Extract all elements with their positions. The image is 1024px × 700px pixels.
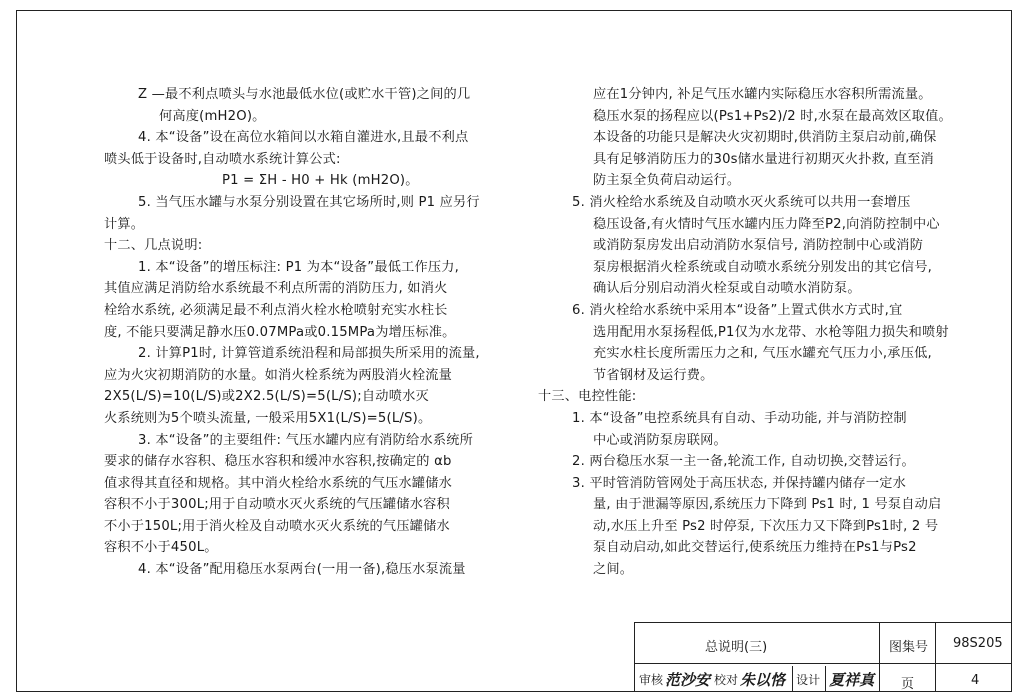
title-block-divider bbox=[635, 663, 1012, 664]
text-line: 3. 本“设备”的主要组件: 气压水罐内应有消防给水系统所 bbox=[138, 432, 473, 448]
text-line: 2. 两台稳压水泵一主一备,轮流工作, 自动切换,交替运行。 bbox=[572, 454, 915, 470]
text-line: 计算。 bbox=[104, 216, 145, 232]
text-line: 1. 本“设备”电控系统具有自动、手动功能, 并与消防控制 bbox=[572, 410, 907, 426]
text-line: 充实水柱长度所需压力之和, 气压水罐充气压力小,承压低, bbox=[593, 346, 932, 362]
text-line: 应在1分钟内, 补足气压水罐内实际稳压水容积所需流量。 bbox=[593, 87, 932, 102]
text-line: 动,水压上升至 Ps2 时停泵, 下次压力又下降到Ps1时, 2 号 bbox=[593, 518, 939, 534]
text-line: 确认后分别启动消火栓泵或自动喷水消防泵。 bbox=[593, 281, 861, 297]
check-label: 校对 bbox=[714, 672, 739, 687]
text-line: 6. 消火栓给水系统中采用本“设备”上置式供水方式时,宜 bbox=[572, 302, 903, 318]
atlas-number-label: 图集号 bbox=[889, 640, 929, 655]
right-column-text bbox=[538, 84, 952, 581]
signature-divider bbox=[825, 666, 826, 692]
text-line: 容积不小于300L;用于自动喷水灭火系统的气压罐储水容积 bbox=[104, 497, 450, 513]
text-line: 具有足够消防压力的30s储水量进行初期灭火扑救, 直至消 bbox=[593, 151, 934, 167]
text-line: 其值应满足消防给水系统最不利点所需的消防压力, 如消火 bbox=[104, 281, 448, 297]
text-line: 稳压水泵的扬程应以(Ps1+Ps2)/2 时,水泵在最高效区取值。 bbox=[593, 108, 952, 124]
text-line: 火系统则为5个喷头流量, 一般采用5X1(L/S)=5(L/S)。 bbox=[104, 410, 432, 426]
text-line: 本设备的功能只是解决火灾初期时,供消防主泵启动前,确保 bbox=[593, 130, 937, 146]
left-column-text bbox=[104, 84, 480, 581]
title-block-divider bbox=[879, 623, 880, 692]
text-line: 度, 不能只要满足静水压0.07MPa或0.15MPa为增压标准。 bbox=[104, 324, 456, 340]
design-label: 设计 bbox=[796, 672, 821, 687]
text-line: 十二、几点说明: bbox=[104, 238, 203, 254]
text-line: 中心或消防泵房联网。 bbox=[593, 432, 727, 448]
check-signature: 朱以恪 bbox=[740, 670, 786, 689]
text-line: Z —最不利点喷头与水池最低水位(或贮水干管)之间的几 bbox=[138, 87, 471, 102]
text-line: 防主泵全负荷启动运行。 bbox=[593, 173, 741, 189]
text-line: 之间。 bbox=[593, 562, 634, 578]
text-line: 喷头低于设备时,自动喷水系统计算公式: bbox=[104, 151, 341, 167]
text-line: 1. 本“设备”的增压标注: P1 为本“设备”最低工作压力, bbox=[138, 259, 460, 275]
title-block bbox=[634, 622, 1012, 692]
text-line: 不小于150L;用于消火栓及自动喷水灭火系统的气压罐储水 bbox=[104, 518, 450, 534]
text-line: 或消防泵房发出启动消防水泵信号, 消防控制中心或消防 bbox=[593, 238, 924, 254]
text-line: 选用配用水泵扬程低,P1仅为水龙带、水枪等阻力损失和喷射 bbox=[593, 324, 949, 340]
audit-label: 审核 bbox=[639, 672, 664, 687]
text-line: 要求的储存水容积、稳压水容积和缓冲水容积,按确定的 αb bbox=[104, 454, 452, 470]
text-line: 2. 计算P1时, 计算管道系统沿程和局部损失所采用的流量, bbox=[138, 346, 480, 362]
title-block-divider bbox=[935, 623, 936, 692]
text-line: 5. 当气压水罐与水泵分别设置在其它场所时,则 P1 应另行 bbox=[138, 194, 480, 210]
text-line: 5. 消火栓给水系统及自动喷水灭火系统可以共用一套增压 bbox=[572, 194, 911, 210]
text-line: 十三、电控性能: bbox=[538, 389, 637, 405]
text-line: 泵自动启动,如此交替运行,使系统压力维持在Ps1与Ps2 bbox=[593, 540, 917, 556]
text-line: 4. 本“设备”配用稳压水泵两台(一用一备),稳压水泵流量 bbox=[138, 562, 466, 578]
text-line: 量, 由于泄漏等原因,系统压力下降到 Ps1 时, 1 号泵自动启 bbox=[593, 497, 942, 513]
text-line: 3. 平时管消防管网处于高压状态, 并保持罐内储存一定水 bbox=[572, 475, 907, 491]
page-label: 页 bbox=[901, 677, 915, 692]
text-line: 稳压设备,有火情时气压水罐内压力降至P2,向消防控制中心 bbox=[593, 216, 940, 232]
text-line: 泵房根据消火栓系统或自动喷水系统分别发出的其它信号, bbox=[593, 259, 933, 275]
design-signature: 夏祥真 bbox=[829, 670, 875, 689]
text-line: 栓给水系统, 必须满足最不利点消火栓水枪喷射充实水柱长 bbox=[104, 302, 448, 318]
text-line: 节省钢材及运行费。 bbox=[593, 367, 714, 383]
atlas-number: 98S205 bbox=[953, 636, 1003, 651]
text-line: P1 = ΣH - H0 + Hk (mH2O)。 bbox=[222, 173, 419, 189]
text-line: 应为火灾初期消防的水量。如消火栓系统为两股消火栓流量 bbox=[104, 367, 453, 383]
text-line: 何高度(mH2O)。 bbox=[159, 108, 266, 124]
text-line: 2X5(L/S)=10(L/S)或2X2.5(L/S)=5(L/S);自动喷水灭 bbox=[104, 389, 429, 405]
page-number: 4 bbox=[971, 673, 980, 688]
sheet-title: 总说明(三) bbox=[705, 640, 768, 655]
signature-divider bbox=[792, 666, 793, 692]
text-line: 4. 本“设备”设在高位水箱间以水箱自灌进水,且最不利点 bbox=[138, 130, 469, 146]
signature-row bbox=[639, 666, 878, 692]
audit-signature: 范沙安 bbox=[665, 670, 711, 689]
text-line: 值求得其直径和规格。其中消火栓给水系统的气压水罐储水 bbox=[104, 475, 453, 491]
text-line: 容积不小于450L。 bbox=[104, 540, 218, 556]
